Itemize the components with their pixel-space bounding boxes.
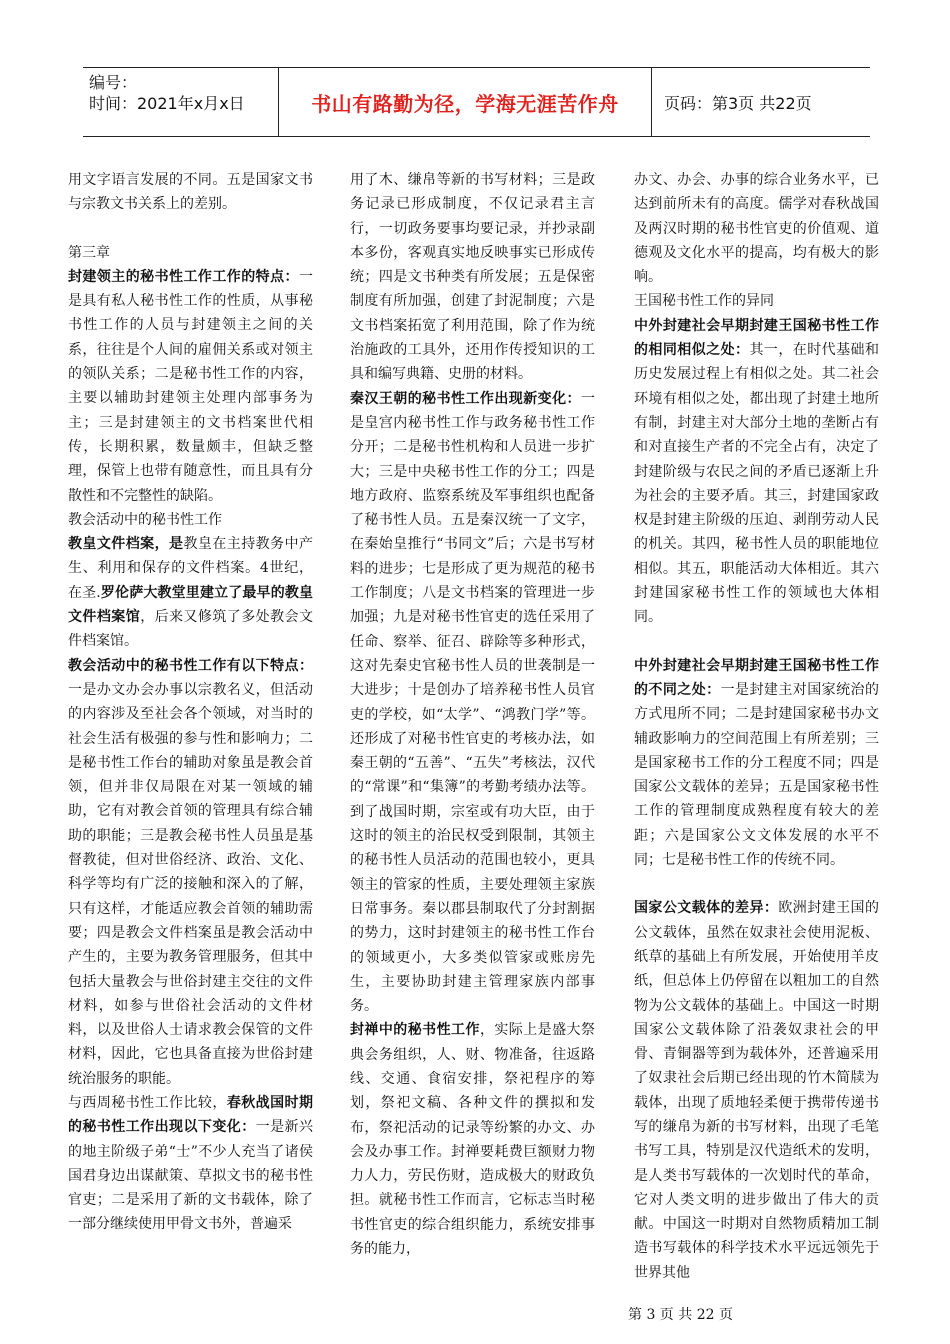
bold-term: 教会活动中的秘书性工作有以下特点： — [68, 657, 313, 674]
header-meta — [83, 68, 279, 136]
section-heading: 王国秘书性工作的异同 — [634, 293, 774, 310]
paragraph — [350, 387, 595, 1019]
bold-term: 春秋战国时期的秘书性工作出现以下变化： — [68, 1094, 313, 1136]
paragraph — [68, 654, 313, 1091]
paragraph-text: 一是新兴的地主阶级子弟“士”不少人充当了诸侯国君身边出谋献策、草拟文书的秘书性官吏；二是采用了新的文书载体，除了一部分继续使用甲骨文书外，普遍采 — [68, 1119, 313, 1233]
paragraph: 用了木、缣帛等新的书写材料；三是政务记录已形成制度，不仅记录君主言行，一切政务要事均要记录，并抄录副本多份，客观真实地反映事实已形成传统；四是文书种类有所发展；五是保密制度有所加强，创建了封泥制度；六是文书档案拓宽了利用范围，除了作为统治施政的工具外，还用作传授知识的工具和编写典籍、史册的材料。 — [350, 172, 595, 383]
paragraph: 办文、办会、办事的综合业务水平，已达到前所未有的高度。儒学对春秋战国及两汉时期的秘书性官吏的价值观、道德观及文化水平的提高，均有极大的影响。 — [634, 172, 879, 286]
paragraph — [634, 896, 879, 1285]
bold-term: 秦汉王朝的秘书性工作出现新变化： — [350, 390, 581, 407]
page-header — [83, 67, 870, 137]
paragraph-gap — [634, 630, 879, 654]
header-page-info: 页码：第3页 共22页 — [664, 93, 812, 113]
chapter-heading: 第三章 — [68, 244, 110, 261]
number-label: 编号： — [89, 73, 138, 92]
bold-term: 中外封建社会早期封建王国秘书性工作的相同相似之处： — [634, 317, 879, 359]
text-column-3 — [634, 168, 879, 1285]
paragraph-gap — [68, 217, 313, 241]
paragraph-text: 一是办文办会办事以宗教名义，但活动的内容涉及至社会各个领域，对当时的社会生活有极强的参与性和影响力；二是秘书性工作台的辅助对象虽是教会首领，但并非仅局限在对某一领域的辅助，它有对教会首领的管理具有综合辅助的职能；三是教会秘书性人员虽是基督教徒，但对世俗经济、政治、文化、科学等均有广泛的接触和深入的了解，只有这样，才能适应教会首领的辅助需要；四是教会文件档案虽是教会活动中产生的，主要为教务管理服务，但其中包括大量教会与世俗封建主交往的文件材料，如参与世俗社会活动的文件材料，以及世俗人士请求教会保管的文件材料，因此，它也具备直接为世俗封建统治服务的职能。 — [68, 681, 313, 1087]
paragraph: 用文字语言发展的不同。五是国家文书与宗教文书关系上的差别。 — [68, 172, 313, 213]
header-motto: 书山有路勤为径，学海无涯苦作舟 — [279, 68, 652, 136]
bold-term: 教皇文件档案，是 — [68, 536, 184, 553]
text-column-2 — [350, 168, 595, 1261]
paragraph-text: 其一，在时代基础和历史发展过程上有相似之处。其二社会环境有相似之处，都出现了封建土地所有制，封建主对大部分土地的垄断占有和对直接生产者的不完全占有，决定了封建阶级与农民之间的矛盾已逐渐上升为社会的主要矛盾。其三，封建国家政权是封建主阶级的压迫、剥削劳动人民的机关。其四，秘书性人员的职能地位相似。其五，职能活动大体相近。其六封建国家秘书性工作的领域也大体相同。 — [634, 342, 879, 626]
bold-term: 罗伦萨大教堂里建立了最早的教皇文件档案馆 — [68, 584, 313, 626]
paragraph-text: ，后来又修筑了多处教会文件档案馆。 — [68, 609, 313, 650]
paragraph — [634, 654, 879, 873]
paragraph-text: 一是封建主对国家统治的方式甩所不同；二是封建国家秘书办文辅政影响力的空间范围上有所差别；三是国家秘书工作的分工程度不同；四是国家公文载体的差异；五是国家秘书性工作的管理制度成熟程度有较大的差距；六是国家公文文体发展的水平不同；七是秘书性工作的传统不同。 — [634, 681, 879, 869]
bold-term: 封禅中的秘书性工作 — [350, 1022, 480, 1039]
paragraph-text: 一是皇宫内秘书性工作与政务秘书性工作分开；二是秘书性机构和人员进一步扩大；三是中央秘书性工作的分工；四是地方政府、监察系统及军事组织也配备了秘书性人员。五是秦汉统一了文字，在秦始皇推行“书同文”后；六是书写材料的进步；七是形成了更为规范的秘书工作制度；八是文书档案的管理进一步加强；九是对秘书性官吏的选任采用了任命、察举、征召、辟除等多种形式，这对先秦史官秘书性人员的世袭制是一大进步；十是创办了培养秘书性人员官吏的学校，如“太学”、“鸿教门学”等。还形成了对秘书性官吏的考核办法，如秦王朝的“五善”、“五失”考核法，汉代的“常课”和“集簿”的考勤考绩办法等。到了战国时期，宗室或有功大臣，由于这时的领主的治民权受到限制，其领主的秘书性人员活动的范围也较小，更具领主的管家的性质，主要处理领主家族日常事务。秦以郡县制取代了分封割据的势力，这时封建领主的秘书性工作台的领域更小，大多类似管家或账房先生，主要协助封建主管理家族内部事务。 — [350, 390, 595, 1015]
paragraph-text: 欧洲封建王国的公文载体，虽然在奴隶社会使用泥板、纸草的基础上有所发展，开始使用羊皮纸，但总体上仍停留在以粗加工的自然物为公文载体的基础上。中国这一时期国家公文载体除了沿袭奴隶社会的甲骨、青铜器等到为载体外，还普遍采用了奴隶社会后期已经出现的竹木简牍为载体，出现了质地轻柔便于携带传递书写的缣帛为新的书写材料，出现了毛笔书写工具，特别是汉代造纸术的发明，是人类书写载体的一次划时代的革命，它对人类文明的进步做出了伟大的贡献。中国这一时期对自然物质精加工制造书写载体的科学技术水平远远领先于世界其他 — [634, 900, 879, 1281]
paragraph — [68, 532, 313, 653]
paragraph — [68, 1091, 313, 1237]
paragraph — [350, 1018, 595, 1261]
section-heading: 教会活动中的秘书性工作 — [68, 511, 222, 528]
page-footer: 第 3 页 共 22 页 — [628, 1307, 733, 1323]
paragraph — [68, 265, 313, 508]
text-column-1 — [68, 168, 313, 1237]
paragraph-text: 一是具有私人秘书性工作的性质，从事秘书性工作的人员与封建领主之间的关系，往往是个人间的雇佣关系或对领主的领队关系；二是秘书性工作的内容，主要以辅助封建领主处理内部事务为主；三是封建领主的文书档案世代相传，长期积累，数量颇丰，但缺乏整理，保管上也带有随意性，而且具有分散性和不完整性的缺陷。 — [68, 268, 313, 504]
paragraph-text: ，实际上是盛大祭典会务组织，人、财、物准备，往返路线、交通、食宿安排，祭祀程序的筹划，祭祀文稿、各种文件的撰拟和发布，祭祀活动的记录等纷繁的办文、办会及办事工作。封禅要耗费巨额财力物力人力，劳民伤财，造成极大的财政负担。就秘书性工作而言，它标志当时秘书性官吏的综合组织能力，系统安排事务的能力， — [350, 1022, 595, 1258]
paragraph-text: 与西周秘书性工作比较， — [68, 1094, 227, 1111]
paragraph — [634, 314, 879, 630]
bold-term: 封建领主的秘书性工作工作的特点： — [68, 268, 299, 285]
paragraph-text: 教皇在主持教务中产生、利用和保存的文件档案。4世纪，在圣. — [68, 536, 313, 601]
paragraph-gap — [634, 872, 879, 896]
bold-term: 中外封建社会早期封建王国秘书性工作的不同之处： — [634, 657, 879, 698]
time-label: 时间：2021年x月x日 — [89, 94, 245, 113]
bold-term: 国家公文载体的差异： — [634, 900, 779, 917]
